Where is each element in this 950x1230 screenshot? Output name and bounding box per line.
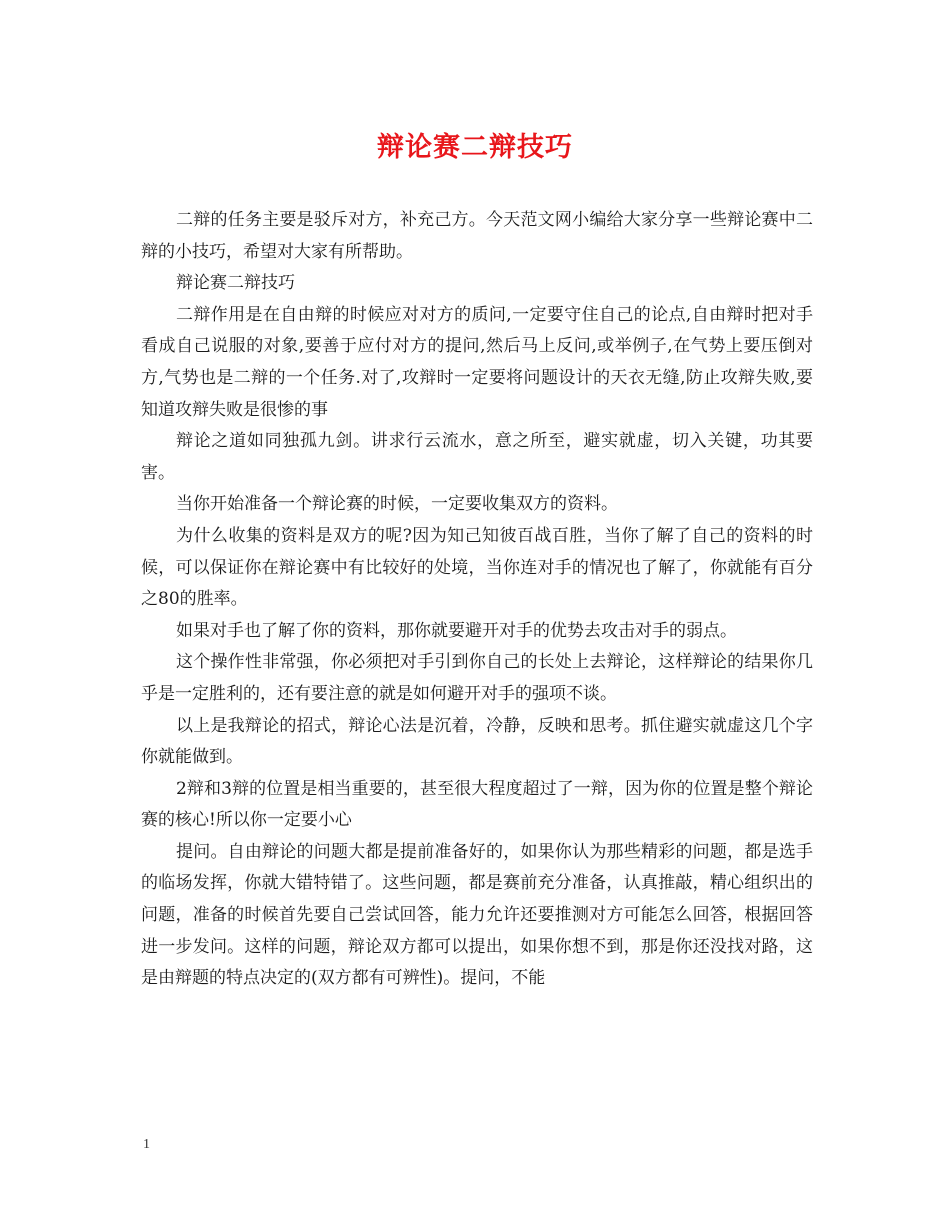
paragraph: 提问。自由辩论的问题大都是提前准备好的，如果你认为那些精彩的问题，都是选手的临场发挥，你就大错特错了。这些问题，都是赛前充分准备，认真推敲，精心组织出的问题，准备的时候首先要自己尝试回答，能力允许还要推测对方可能怎么回答，根据回答进一步发问。这样的问题，辩论双方都可以提出，如果你想不到，那是你还没找对路，这是由辩题的特点决定的(双方都有可辨性)。提问，不能 [141,841,813,989]
paragraph: 为什么收集的资料是双方的呢?因为知己知彼百战百胜，当你了解了自己的资料的时候，可以保证你在辩论赛中有比较好的处境，当你连对手的情况也了解了，你就能有百分之80的胜率。 [141,525,813,610]
paragraph: 二辩作用是在自由辩的时候应对对方的质问,一定要守住自己的论点,自由辩时把对手看成自己说服的对象,要善于应付对方的提问,然后马上反问,或举例子,在气势上要压倒对方,气势也是二辩的一个任务.对了,攻辩时一定要将问题设计的天衣无缝,防止攻辩失败,要知道攻辩失败是很惨的事 [141,304,813,420]
document-title: 辩论赛二辩技巧 [377,132,573,163]
paragraph: 2辩和3辩的位置是相当重要的，甚至很大程度超过了一辩，因为你的位置是整个辩论赛的核心!所以你一定要小心 [141,778,813,831]
paragraph: 以上是我辩论的招式，辩论心法是沉着，冷静，反映和思考。抓住避实就虚这几个字你就能做到。 [141,715,813,768]
paragraph: 辩论之道如同独孤九剑。讲求行云流水，意之所至，避实就虚，切入关键，功其要害。 [141,431,813,483]
paragraph: 这个操作性非常强，你必须把对手引到你自己的长处上去辩论，这样辩论的结果你几乎是一定胜利的，还有要注意的就是如何避开对手的强项不谈。 [141,652,813,704]
page-number: 1 [143,1137,150,1152]
paragraph: 当你开始准备一个辩论赛的时候，一定要收集双方的资料。 [176,494,618,515]
paragraph: 如果对手也了解了你的资料，那你就要避开对手的优势去攻击对手的弱点。 [176,620,737,641]
document-body [141,205,813,995]
paragraph: 辩论赛二辩技巧 [176,273,295,294]
paragraph: 二辩的任务主要是驳斥对方，补充己方。今天范文网小编给大家分享一些辩论赛中二辩的小技巧，希望对大家有所帮助。 [141,210,813,262]
